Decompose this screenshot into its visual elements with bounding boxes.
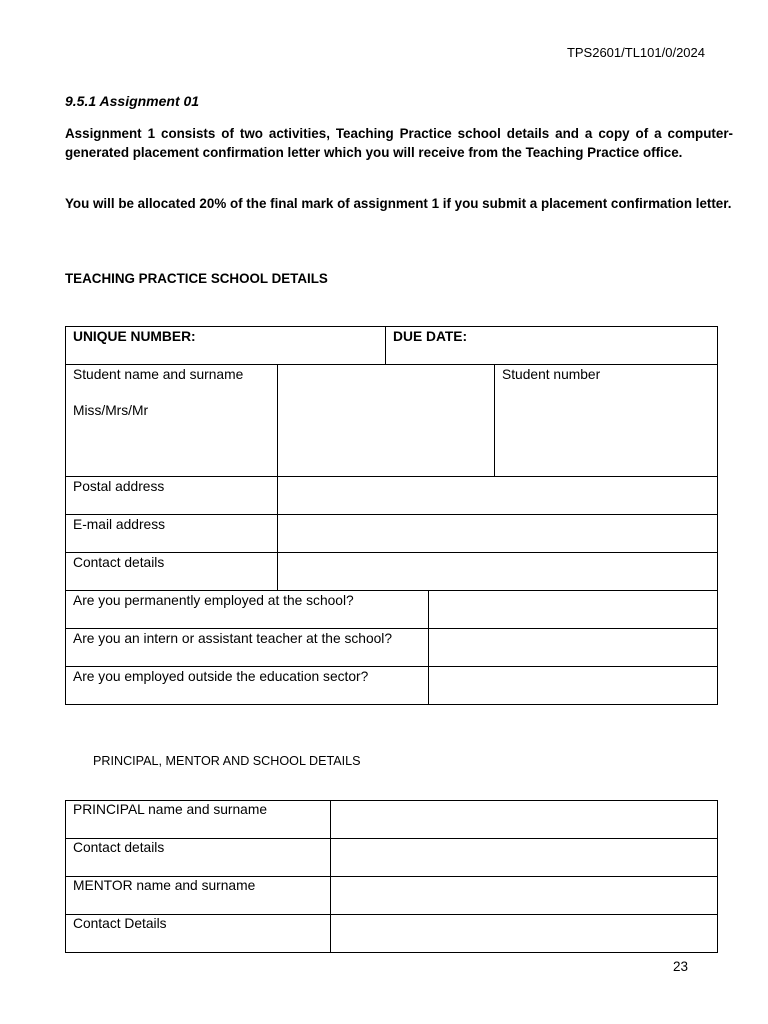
postal-address-field[interactable] <box>278 477 718 515</box>
table-row <box>66 553 718 591</box>
due-date-label: DUE DATE: <box>393 329 468 344</box>
mentor-contact-field[interactable] <box>331 915 718 953</box>
principal-details-table <box>65 800 718 953</box>
table-row <box>66 839 718 877</box>
principal-details-title: PRINCIPAL, MENTOR AND SCHOOL DETAILS <box>93 754 361 768</box>
title-options-label: Miss/Mrs/Mr <box>73 403 149 418</box>
student-number-field[interactable] <box>495 365 718 477</box>
paragraph-activities: Assignment 1 consists of two activities, Teaching Practice school details and a copy of a computer-generated placement confirmation letter which you will receive from the Teaching Practice office. <box>65 126 733 160</box>
unique-number-field[interactable] <box>66 327 386 365</box>
email-label: E-mail address <box>66 515 278 553</box>
student-name-cell <box>66 365 278 477</box>
answer-permanent-field[interactable] <box>429 591 718 629</box>
principal-contact-field[interactable] <box>331 839 718 877</box>
table-row <box>66 477 718 515</box>
student-name-field[interactable] <box>278 365 495 477</box>
postal-address-label: Postal address <box>66 477 278 515</box>
section-heading: 9.5.1 Assignment 01 <box>65 93 200 109</box>
question-permanent-label: Are you permanently employed at the school? <box>66 591 429 629</box>
school-details-table <box>65 326 718 705</box>
table-row <box>66 667 718 705</box>
table-row <box>66 877 718 915</box>
question-outside-label: Are you employed outside the education sector? <box>66 667 429 705</box>
paragraph-allocation: You will be allocated 20% of the final mark of assignment 1 if you submit a placement confirmation letter. <box>65 196 732 211</box>
question-intern-label: Are you an intern or assistant teacher at the school? <box>66 629 429 667</box>
contact-details-label: Contact details <box>66 553 278 591</box>
principal-name-label: PRINCIPAL name and surname <box>66 801 331 839</box>
table-row <box>66 629 718 667</box>
contact-details-field[interactable] <box>278 553 718 591</box>
email-field[interactable] <box>278 515 718 553</box>
page-number: 23 <box>672 959 688 974</box>
student-number-label: Student number <box>502 367 601 382</box>
table-row <box>66 591 718 629</box>
table-row <box>66 515 718 553</box>
table-row <box>66 365 718 477</box>
document-code: TPS2601/TL101/0/2024 <box>566 45 705 60</box>
mentor-name-field[interactable] <box>331 877 718 915</box>
mentor-contact-label: Contact Details <box>66 915 331 953</box>
table-row <box>66 327 718 365</box>
answer-outside-field[interactable] <box>429 667 718 705</box>
principal-name-field[interactable] <box>331 801 718 839</box>
student-name-label: Student name and surname <box>73 367 244 382</box>
school-details-title: TEACHING PRACTICE SCHOOL DETAILS <box>65 271 328 286</box>
principal-contact-label: Contact details <box>66 839 331 877</box>
mentor-name-label: MENTOR name and surname <box>66 877 331 915</box>
due-date-field[interactable] <box>386 327 718 365</box>
table-row <box>66 915 718 953</box>
answer-intern-field[interactable] <box>429 629 718 667</box>
unique-number-label: UNIQUE NUMBER: <box>73 329 196 344</box>
table-row <box>66 801 718 839</box>
